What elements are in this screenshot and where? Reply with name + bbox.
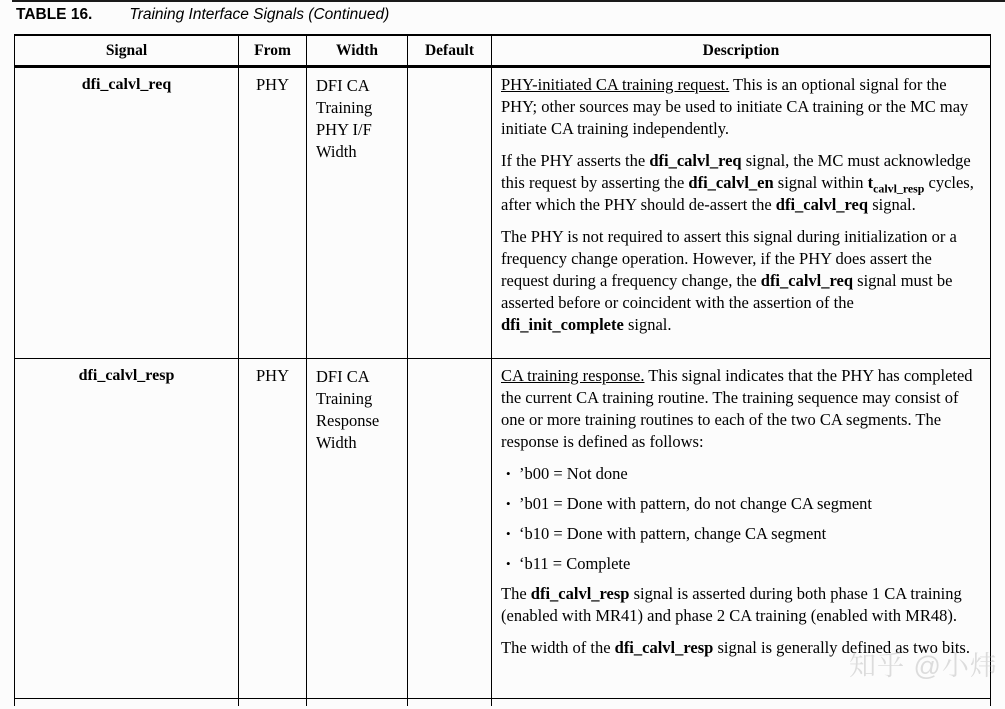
top-rule bbox=[12, 0, 1005, 2]
signal-name: dfi_calvl_resp bbox=[78, 367, 175, 384]
paragraph-text: CA training response. This signal indicates that the PHY has completed the current CA training routine. The training sequence may consist of one or more training routines to each of the two CA segments. The response is defined as follows: bbox=[501, 366, 973, 451]
from-cell bbox=[239, 699, 307, 706]
description-cell bbox=[492, 68, 990, 358]
description-paragraph bbox=[501, 365, 978, 453]
default-cell bbox=[408, 699, 492, 706]
table-row-partial bbox=[15, 699, 990, 706]
default-cell bbox=[408, 68, 492, 358]
bullet-item bbox=[501, 553, 978, 575]
paragraph-text: The width of the dfi_calvl_resp signal is generally defined as two bits. bbox=[501, 638, 970, 657]
table-header-row bbox=[15, 36, 990, 68]
bullet-item bbox=[501, 493, 978, 515]
description-paragraph bbox=[501, 637, 978, 659]
watermark: 知乎 @小炜 bbox=[849, 651, 998, 681]
width-cell bbox=[307, 699, 408, 706]
header-cell-from: From bbox=[239, 36, 307, 65]
width-cell bbox=[307, 68, 408, 358]
header-cell-width: Width bbox=[307, 36, 408, 65]
description-cell bbox=[492, 359, 990, 698]
width-cell bbox=[307, 359, 408, 698]
from-value: PHY bbox=[255, 366, 289, 385]
from-cell bbox=[239, 359, 307, 698]
bullet-text: ‘b11 = Complete bbox=[519, 554, 631, 573]
bullet-icon: • bbox=[506, 466, 511, 481]
table-row bbox=[15, 68, 990, 359]
width-value: DFI CA Training PHY I/F Width bbox=[316, 76, 373, 161]
bullet-icon: • bbox=[506, 496, 511, 511]
paragraph-text: The PHY is not required to assert this signal during initialization or a frequency change operation. However, if the PHY does assert the request during a frequency change, the dfi_calvl_req signal must be asserted before or coincident with the assertion of the dfi_init_complete signal. bbox=[501, 227, 957, 334]
description-paragraph bbox=[501, 583, 978, 627]
caption-title: Training Interface Signals (Continued) bbox=[129, 6, 390, 23]
bullet-text: ’b00 = Not done bbox=[519, 464, 628, 483]
paragraph-text: PHY-initiated CA training request. This is an optional signal for the PHY; other sources may be used to initiate CA training or the MC may initiate CA training independently. bbox=[501, 75, 969, 138]
header-cell-default: Default bbox=[408, 36, 492, 65]
signal-name: dfi_calvl_req bbox=[81, 76, 172, 93]
description-cell bbox=[492, 699, 990, 706]
table-row bbox=[15, 359, 990, 699]
default-cell bbox=[408, 359, 492, 698]
bullet-item bbox=[501, 463, 978, 485]
caption-label: TABLE 16. bbox=[16, 6, 93, 23]
paragraph-text: The dfi_calvl_resp signal is asserted during both phase 1 CA training (enabled with MR41) and phase 2 CA training (enabled with MR48). bbox=[501, 584, 962, 625]
paragraph-text: If the PHY asserts the dfi_calvl_req signal, the MC must acknowledge this request by asserting the dfi_calvl_en signal within $t_{calvl\_resp}$ cycles, after which the PHY should de-assert the dfi_calvl_req signal. bbox=[501, 151, 974, 214]
description-paragraph bbox=[501, 74, 978, 140]
header-cell-description: Description bbox=[702, 41, 780, 59]
signal-cell bbox=[15, 699, 239, 706]
signal-cell bbox=[15, 68, 239, 358]
from-value: PHY bbox=[255, 75, 289, 94]
description-paragraph bbox=[501, 226, 978, 336]
header-cell-signal: Signal bbox=[15, 36, 239, 65]
bullet-text: ‘b10 = Done with pattern, change CA segment bbox=[519, 524, 827, 543]
signals-table bbox=[14, 34, 991, 706]
signal-cell bbox=[15, 359, 239, 698]
description-paragraph bbox=[501, 150, 978, 216]
from-cell bbox=[239, 68, 307, 358]
bullet-icon: • bbox=[506, 556, 511, 571]
bullet-text: ’b01 = Done with pattern, do not change CA segment bbox=[519, 494, 872, 513]
bullet-icon: • bbox=[506, 526, 511, 541]
width-value: DFI CA Training Response Width bbox=[316, 367, 380, 452]
bullet-item bbox=[501, 523, 978, 545]
table-caption bbox=[16, 6, 389, 24]
